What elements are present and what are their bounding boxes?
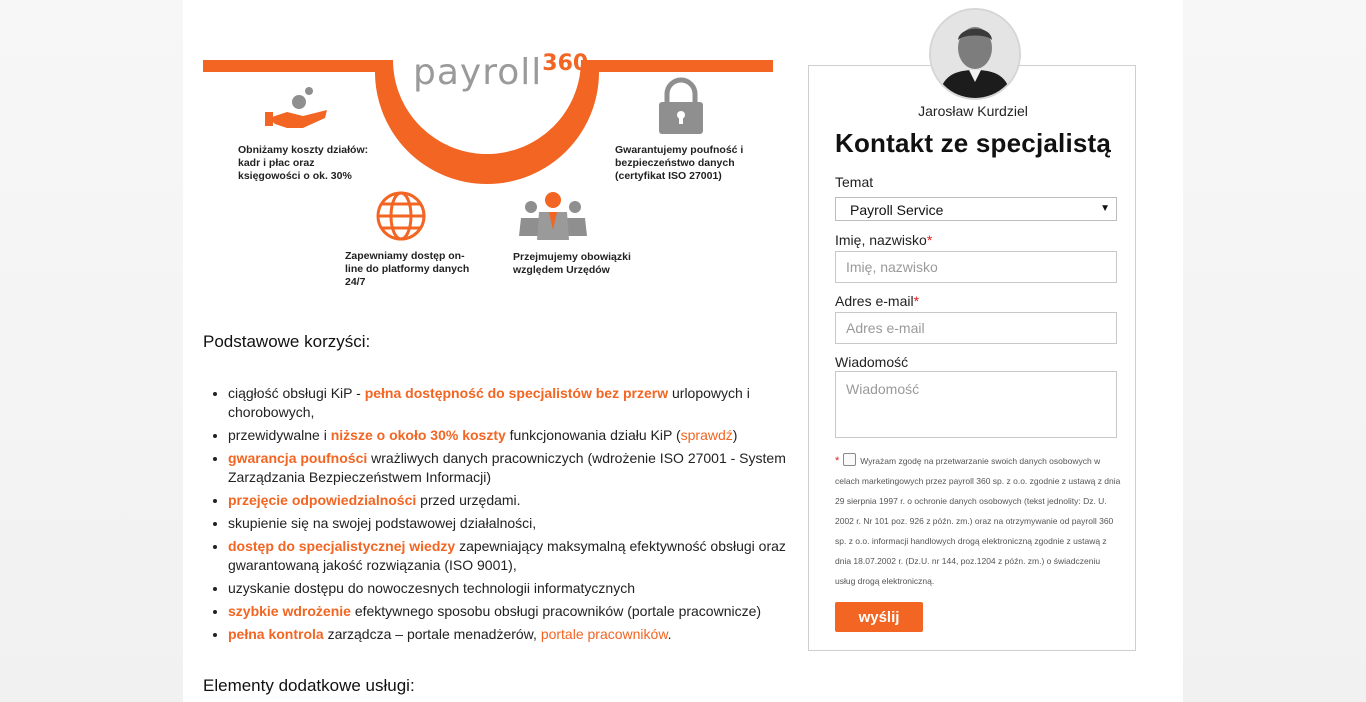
topic-label: Temat	[835, 174, 874, 190]
list-item: • przewidywalne i niższe o około 30% koszty funkcjonowania działu KiP (sprawdź)	[228, 426, 808, 445]
service-infographic	[203, 0, 775, 300]
dropdown-arrow-icon: ▼	[1100, 203, 1110, 214]
consent-text: Wyrażam zgodę na przetwarzanie swoich danych osobowych w celach marketingowych przez payroll 360 sp. z o.o. zgodnie z ustawą z dnia 29 sierpnia 1997 r. o ochronie danych osobowych (tekst jednolity: Dz. U. 2002 r. Nr 101 poz. 926 z późn. zm.) oraz na otrzymywanie od payroll 360 sp. z o.o. informacji handlowych drogą elektroniczną zgodnie z ustawą z dnia 18.07.2002 r. (Dz.U. nr 144, poz.1204 z późn. zm.) o świadczeniu usług drogą elektroniczną.	[835, 456, 1121, 586]
name-input[interactable]	[835, 251, 1117, 283]
benefits-list	[203, 384, 808, 648]
email-label: Adres e-mail*	[835, 293, 920, 309]
consent-checkbox[interactable]	[843, 453, 856, 466]
list-item: • przejęcie odpowiedzialności przed urzędami.	[228, 491, 808, 510]
payroll360-logo: payroll$^{360}$	[413, 51, 589, 93]
people-group-icon	[519, 192, 587, 240]
list-item: • skupienie się na swojej podstawowej działalności,	[228, 514, 808, 533]
check-link[interactable]: sprawdź	[680, 427, 733, 443]
list-item: • ciągłość obsługi KiP - pełna dostępność do specjalistów bez przerw urlopowych i chorobowych,	[228, 384, 808, 422]
padlock-icon	[659, 80, 703, 134]
topic-select[interactable]: Payroll Service ▼	[835, 197, 1117, 221]
caption-office-duties: Przejmujemy obowiązki względem Urzędów	[513, 251, 631, 276]
message-textarea[interactable]	[835, 371, 1117, 438]
message-label: Wiadomość	[835, 354, 909, 370]
extras-heading: Elementy dodatkowe usługi:	[203, 676, 415, 695]
consent-block	[835, 451, 1121, 591]
avatar	[929, 8, 1021, 100]
contact-form	[808, 65, 1136, 651]
name-label: Imię, nazwisko*	[835, 232, 933, 248]
right-background	[1183, 0, 1366, 702]
caption-security: Gwarantujemy poufność i bezpieczeństwo danych (certyfikat ISO 27001)	[615, 144, 744, 182]
list-item: • gwarancja poufności wrażliwych danych pracowniczych (wdrożenie ISO 27001 - System Zarządzania Bezpieczeństwem Informacji)	[228, 449, 808, 487]
contact-title: Kontakt ze specjalistą	[835, 128, 1112, 158]
caption-cost-reduction: Obniżamy koszty działów: kadr i płac oraz księgowości o ok. 30%	[238, 144, 369, 182]
benefits-heading: Podstawowe korzyści:	[203, 332, 371, 351]
list-item: • dostęp do specjalistycznej wiedzy zapewniający maksymalną efektywność obsługi oraz gwarantowaną jakość rozwiązania (ISO 9001),	[228, 537, 808, 575]
list-item: • szybkie wdrożenie efektywnego sposobu obsługi pracowników (portale pracownicze)	[228, 602, 808, 621]
hand-coins-icon	[265, 87, 327, 128]
list-item: • uzyskanie dostępu do nowoczesnych technologii informatycznych	[228, 579, 808, 598]
email-input[interactable]	[835, 312, 1117, 344]
list-item: • pełna kontrola zarządcza – portale menadżerów, portale pracowników.	[228, 625, 808, 644]
left-background	[0, 0, 183, 702]
submit-button[interactable]: wyślij	[835, 602, 923, 632]
specialist-name: Jarosław Kurdziel	[918, 103, 1028, 119]
consent-required-mark: *	[835, 455, 840, 467]
caption-online-access: Zapewniamy dostęp on-line do platformy danych 24/7	[345, 250, 470, 288]
globe-icon	[378, 193, 424, 239]
page-content	[183, 0, 1183, 702]
person-photo-icon	[931, 10, 1019, 98]
employee-portals-link[interactable]: portale pracowników	[540, 626, 668, 642]
